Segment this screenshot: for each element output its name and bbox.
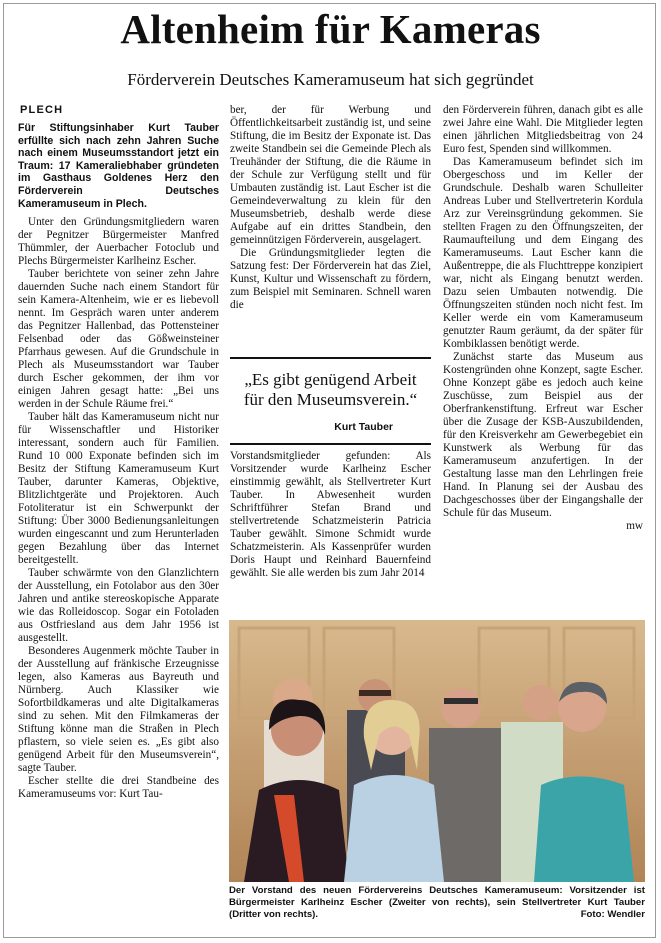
article-column-2-continued — [230, 450, 431, 620]
author-signoff: mw — [626, 520, 643, 532]
photo-caption-text: Der Vorstand des neuen Fördervereins Deutsches Kameramuseum: Vorsitzender ist Bürgermeister Karlheinz Escher (Zweiter von rechts), sein Stellvertreter Kurt Tauber (Dritter von rechts). — [229, 885, 645, 920]
photo-caption — [229, 885, 645, 921]
body-paragraph: Tauber berichtete von seiner zehn Jahre dauernden Suche nach einem Standort für sein Kamera-Altenheim, wie er es liebevoll nennt. Im Gespräch waren unter anderem das Pegnitzer Hallenbad, das Pottensteiner Felsenbad oder das Gößweinsteiner Pfarrhaus gewesen. Auf die Grundschule in Plech als Museumsstandort war Tauber durch Escher gekommen, der ihm vor einigen Jahren gesagt hatte: „Bei uns werden in der Schule Räume frei.“ — [18, 268, 219, 411]
body-paragraph: Tauber schwärmte von den Glanzlichtern der Ausstellung, ein Fotolabor aus den 30er Jahren und antike stereoskopische Apparate wie das Rolleidoscop. Sogar ein Fotoladen aus Ostfriesland aus dem Jahr 1956 ist ausgestellt. — [18, 567, 219, 645]
body-paragraph: Zunächst starte das Museum aus Kostengründen ohne Konzept, sagte Escher. Ohne Konzept gäbe es jedoch auch keine Zuschüsse, zum Beispiel aus der Oberfrankenstiftung. Erfreut war Escher über die Zusage der KSB-Auszubildenden, für den Kreisverkehr am Gewerbegebiet ein Kunstwerk als Werbung für das Kameramuseum anzufertigen. In der Gestaltung lasse man den Lehrlingen freie Hand. In Planung sei der Ausbau des Dachgeschosses über der Eingangshalle der Schule für das Museum. — [443, 351, 643, 519]
headline: Altenheim für Kameras — [120, 6, 541, 52]
body-paragraph: ber, der für Werbung und Öffentlichkeitsarbeit zuständig ist, und seine Stiftung, die im Besitz der Exponate ist. Das zweite Standbein sei die Gemeinde Plech als Treuhänder der Stiftung, die die Räume in der Schule zur Verfügung stellt und für Umbauten zuständig ist. Laut Escher ist die Gemeindeverwaltung zu klein für den Museumsbetrieb, deshalb werde diese Aufgabe auf ein drittes Standbein, den gemeinnützigen Förderverein, ausgelagert. — [230, 104, 431, 246]
body-paragraph: Die Gründungsmitglieder legten die Satzung fest: Der Förderverein hat das Ziel, Kunst, Kultur und Wissenschaft zu fördern, zum Beispiel mit Seminaren. Schnell waren die — [230, 247, 431, 311]
body-paragraph: Besonderes Augenmerk möchte Tauber in der Ausstellung auf fränkische Erzeugnisse legen, also Kameras aus Bayreuth und Nürnberg. Auch Klassiker wie Sofortbildkameras und alte Digitalkameras sind zu sehen. Mit den Filmkameras der Stiftung könne man die Straßen in Plech pflastern, so viele seien es. „Es gibt also genügend Arbeit für den Museumsverein“, sagte Tauber. — [18, 645, 219, 775]
body-paragraph: Das Kameramuseum befindet sich im Obergeschoss und im Keller der Grundschule. Deshalb waren Schulleiter Andreas Luber und Stellvertreterin Kordula Arz zur Vereinsgründung gekommen. Sie stellten Fragen zu den Öffnungszeiten, der Raumaufteilung und dem Eingang des Kameramuseums. Laut Escher kann die Außentreppe, die als Fluchttreppe konzipiert war, nicht als Eingang benutzt werden. Dazu seien Umbauten notwendig. Die Öffnungszeiten stünden noch nicht fest. Im Keller werde ein vom Kameramuseum genutzter Raum geräumt, da der später für Kombiklassen benötigt werde. — [443, 156, 643, 350]
body-paragraph: den Förderverein führen, danach gibt es alle zwei Jahre eine Wahl. Die Mitglieder legten einen jährlichen Mitgliedsbeitrag von 24 Euro fest, Spenden sind willkommen. — [443, 104, 643, 155]
body-paragraph: Vorstandsmitglieder gefunden: Als Vorsitzender wurde Karlheinz Escher einstimmig gewählt, als Stellvertreter Kurt Tauber. In Abwesenheit wurden Schriftführer Stefan Brand und stellvertretende Schatzmeisterin Patricia Tauber gewählt. Simone Schmidt wurde Schatzmeisterin. Als Kassenprüfer wurden Doris Haupt und Reinhard Bauernfeind gewählt. Sie alle werden bis zum Jahr 2014 — [230, 450, 431, 579]
dateline: PLECH — [20, 104, 64, 116]
subheadline: Förderverein Deutsches Kameramuseum hat sich gegründet — [127, 70, 534, 89]
body-paragraph: Escher stellte die drei Standbeine des Kameramuseums vor: Kurt Tau- — [18, 775, 219, 801]
pull-quote-text: „Es gibt genügend Arbeit für den Museumsverein.“ — [243, 370, 418, 409]
body-paragraph: Tauber hält das Kameramuseum nicht nur für Wissenschaftler und Historiker interessant, sondern auch für Familien. Rund 10 000 Exponate befinden sich im Besitz der Stiftung Kameramuseum Kurt Tauber, darunter Kameras, Objektive, Blitzlichtgeräte und Projektoren. Auch Fotoliteratur ist ein Schwerpunkt der Stiftung: Über 3000 Bedienungsanleitungen wurden eingescannt und zum Herunterladen gegen Bezahlung über das Internet bereitgestellt. — [18, 411, 219, 567]
article-column-1 — [18, 104, 219, 934]
group-photo-illustration — [229, 620, 645, 882]
lead-paragraph: Für Stiftungsinhaber Kurt Tauber erfüllte sich nach zehn Jahren Suche nach einem Museumsstandort jetzt ein Traum: 17 Kameraliebhaber gründeten im Gasthaus Goldenes Herz den Förderverein Deutsches Kameramuseum in Plech. — [18, 122, 219, 210]
pull-quote-author: Kurt Tauber — [334, 421, 393, 433]
article-column-3 — [443, 104, 643, 616]
photo-credit: Foto: Wendler — [580, 909, 645, 920]
pull-quote — [230, 357, 431, 445]
body-paragraph: Unter den Gründungsmitgliedern waren der Pegnitzer Bürgermeister Manfred Thümmler, der Auerbacher Fotoclub und Plechs Bürgermeister Karlheinz Escher. — [18, 216, 219, 268]
group-photo — [229, 620, 645, 882]
